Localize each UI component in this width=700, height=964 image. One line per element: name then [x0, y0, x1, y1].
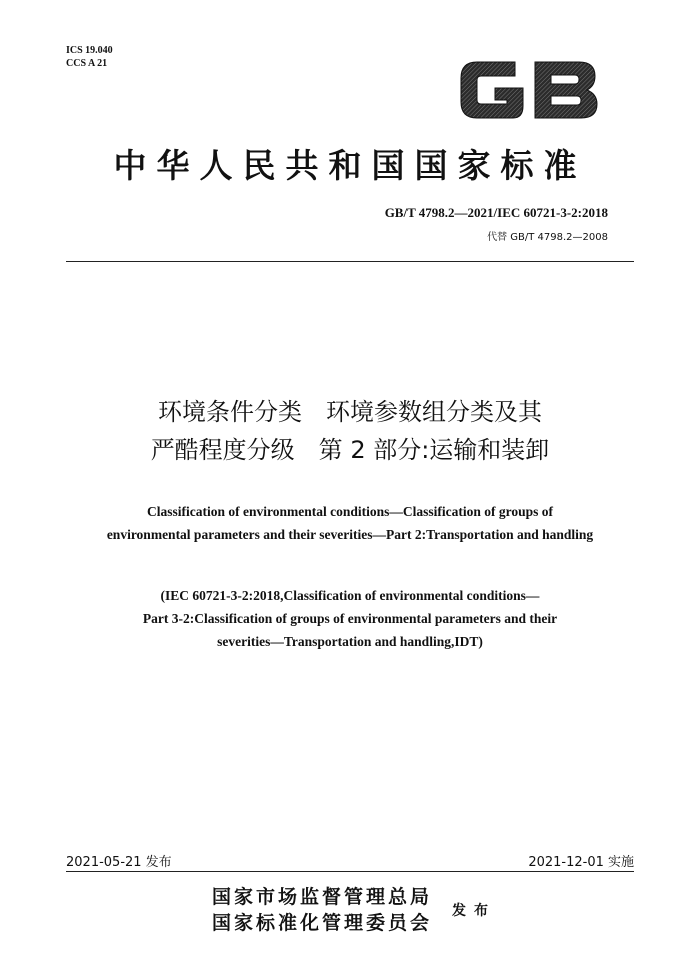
- issue-date: 2021-05-21 发布: [66, 855, 172, 870]
- ccs-code: CCS A 21: [66, 58, 108, 69]
- issuer-1: 国家市场监督管理总局: [212, 886, 433, 908]
- gb-logo: [455, 54, 603, 126]
- issuer-2: 国家标准化管理委员会: [212, 912, 433, 934]
- standard-category: 中华人民共和国国家标准: [113, 146, 587, 185]
- title-cn-line-2: 严酷程度分级 第 2 部分:运输和装卸: [150, 436, 550, 464]
- iec-line-2: Part 3-2:Classification of groups of environmental parameters and their: [142, 611, 558, 626]
- title-english: [50, 500, 650, 546]
- title-cn-line-1: 环境条件分类 环境参数组分类及其: [158, 398, 542, 426]
- issue-label: 发布: [452, 903, 496, 919]
- iec-line-1: (IEC 60721-3-2:2018,Classification of environmental conditions—: [160, 588, 540, 603]
- title-chinese: [40, 393, 660, 469]
- classification-codes: [66, 44, 113, 70]
- title-en-line-1: Classification of environmental conditions—Classification of groups of: [146, 504, 554, 519]
- header-divider: [66, 261, 634, 262]
- standard-number: GB/T 4798.2—2021/IEC 60721-3-2:2018: [384, 205, 608, 220]
- ics-code: ICS 19.040: [66, 45, 113, 56]
- iec-equivalence: [50, 584, 650, 653]
- iec-line-3: severities—Transportation and handling,IDT): [217, 634, 483, 649]
- implementation-date: 2021-12-01 实施: [528, 855, 634, 870]
- issuing-authorities: [212, 884, 432, 936]
- replaces-standard: 代替 GB/T 4798.2—2008: [487, 232, 608, 243]
- footer-divider: [66, 871, 634, 872]
- title-en-line-2: environmental parameters and their severities—Part 2:Transportation and handling: [106, 527, 594, 542]
